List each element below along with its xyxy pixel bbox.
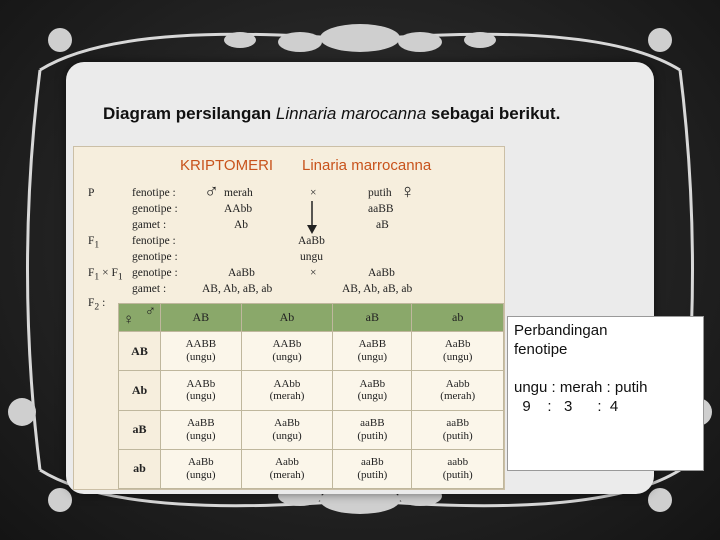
cell-genotype: AABb <box>272 338 302 351</box>
ratio-spacer <box>514 359 697 378</box>
punnett-row-header: Ab <box>119 371 161 410</box>
row-label: genotipe : <box>132 267 178 279</box>
cell-genotype: Aabb <box>275 456 299 469</box>
row-label: gamet : <box>132 283 167 295</box>
cell-genotype: AaBb <box>274 416 300 429</box>
parent-left-gamete: Ab <box>234 219 249 231</box>
f1f1-cross: × F <box>99 267 118 279</box>
punnett-cell <box>241 410 333 449</box>
cell-phenotype: (putih) <box>357 429 388 442</box>
phenotype-ratio-box <box>507 316 704 471</box>
title-tail: sebagai berikut. <box>426 104 561 123</box>
row-label: fenotipe : <box>132 235 176 247</box>
cross-symbol: × <box>310 267 317 279</box>
f1-right-genotype: AaBb <box>368 267 395 279</box>
punnett-square <box>118 303 504 489</box>
male-icon: ♂ <box>204 181 219 203</box>
parent-right-genotype: aaBB <box>368 203 394 215</box>
cross-symbol: × <box>310 187 317 199</box>
f1f1-sub-a: 1 <box>94 271 100 283</box>
f1f1-sub-b: 1 <box>117 271 123 283</box>
cell-phenotype: (ungu) <box>186 429 216 442</box>
punnett-cell <box>412 371 504 410</box>
parent-left-value: merah <box>224 187 253 199</box>
cell-phenotype: (putih) <box>442 468 473 481</box>
ratio-heading-2: fenotipe <box>514 341 568 358</box>
ratio-heading-1: Perbandingan <box>514 322 608 339</box>
generation-f2-label <box>88 297 105 312</box>
punnett-col-header: AB <box>161 304 242 332</box>
cell-phenotype: (ungu) <box>186 468 216 481</box>
punnett-cell <box>333 371 412 410</box>
punnett-cell <box>333 449 412 488</box>
f2-letter: F <box>88 297 95 309</box>
cell-phenotype: (ungu) <box>272 351 302 364</box>
female-icon: ♀ <box>123 312 135 328</box>
cell-genotype: Aabb <box>445 377 470 390</box>
cell-phenotype: (ungu) <box>443 351 473 364</box>
cell-genotype: aaBB <box>360 416 385 429</box>
cell-phenotype: (ungu) <box>186 390 216 403</box>
cell-phenotype: (ungu) <box>357 351 387 364</box>
title-species: Linnaria marocanna <box>275 104 427 123</box>
punnett-cell <box>333 332 412 371</box>
female-icon: ♀ <box>400 181 415 203</box>
f2-subscript: 2 <box>94 301 100 313</box>
cell-phenotype: (merah) <box>269 468 305 481</box>
cell-genotype: AaBB <box>358 338 387 351</box>
cell-phenotype: (putih) <box>442 429 473 442</box>
f1-left-gametes: AB, Ab, aB, ab <box>202 283 273 295</box>
punnett-col-header: ab <box>412 304 504 332</box>
row-label: fenotipe : <box>132 187 176 199</box>
male-icon: ♂ <box>144 304 156 320</box>
cell-genotype: aaBb <box>446 416 469 429</box>
down-arrow-icon <box>306 201 318 235</box>
cell-phenotype: (ungu) <box>186 351 216 364</box>
punnett-cell <box>161 371 242 410</box>
f1-right-gametes: AB, Ab, aB, ab <box>342 283 413 295</box>
cell-genotype: AABb <box>186 377 216 390</box>
cell-genotype: AaBb <box>444 338 471 351</box>
generation-f1xf1-label <box>88 267 123 282</box>
parent-right-gamete: aB <box>376 219 389 231</box>
cell-phenotype: (ungu) <box>357 390 387 403</box>
cell-genotype: aaBb <box>361 456 384 469</box>
f1-genotype: AaBb <box>298 235 325 247</box>
punnett-row-header: ab <box>119 449 161 488</box>
punnett-cell <box>333 410 412 449</box>
punnett-cell <box>241 332 333 371</box>
row-label: gamet : <box>132 219 167 231</box>
cell-genotype: AaBB <box>187 416 215 429</box>
punnett-cell <box>161 449 242 488</box>
punnett-cell <box>412 449 504 488</box>
slide-title <box>103 104 560 124</box>
diagram-heading-right: Linaria marrocanna <box>302 157 432 174</box>
punnett-corner <box>119 304 161 332</box>
cell-genotype: AABB <box>185 338 217 351</box>
cell-genotype: AAbb <box>273 377 301 390</box>
punnett-col-header: Ab <box>241 304 333 332</box>
cell-genotype: AaBb <box>359 377 386 390</box>
punnett-col-header: aB <box>333 304 412 332</box>
parent-left-genotype: AAbb <box>224 203 253 215</box>
parent-right-value: putih <box>368 187 392 199</box>
punnett-cell <box>161 332 242 371</box>
cell-genotype: AaBb <box>188 456 214 469</box>
title-lead: Diagram persilangan <box>103 104 276 123</box>
cell-phenotype: (merah) <box>440 390 476 403</box>
cell-phenotype: (putih) <box>357 468 388 481</box>
row-label: genotipe : <box>132 251 178 263</box>
punnett-row-header: aB <box>119 410 161 449</box>
punnett-cell <box>161 410 242 449</box>
f1-left-genotype: AaBb <box>228 267 255 279</box>
cell-genotype: aabb <box>447 456 469 469</box>
row-label: genotipe : <box>132 203 178 215</box>
cross-diagram-image <box>73 146 505 490</box>
punnett-cell <box>412 332 504 371</box>
f1-phenotype: ungu <box>300 251 323 263</box>
f1-letter: F <box>88 235 95 247</box>
f1f1-letter: F <box>88 267 95 279</box>
cell-phenotype: (ungu) <box>272 429 302 442</box>
punnett-row-header: AB <box>119 332 161 371</box>
ratio-phenotypes: ungu : merah : putih <box>514 379 648 396</box>
generation-p-label: P <box>88 187 95 199</box>
f1-subscript: 1 <box>94 239 100 251</box>
punnett-cell <box>241 371 333 410</box>
generation-f1-label <box>88 235 99 250</box>
f2-colon: : <box>102 297 106 309</box>
ratio-values: 9 : 3 : 4 <box>514 398 619 415</box>
diagram-heading-left: KRIPTOMERI <box>180 157 274 174</box>
punnett-cell <box>412 410 504 449</box>
punnett-cell <box>241 449 333 488</box>
cell-phenotype: (merah) <box>269 390 305 403</box>
